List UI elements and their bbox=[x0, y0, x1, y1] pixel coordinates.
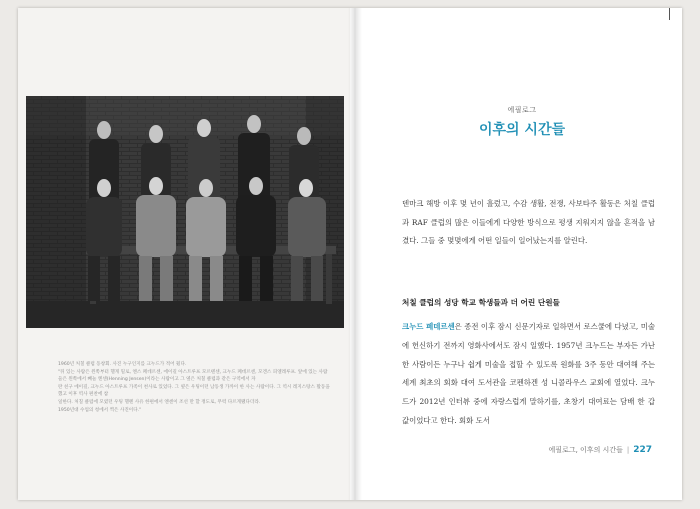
running-footer bbox=[549, 445, 652, 455]
caption-line: 1960년 처칠 클럽 동창회. 사진 누구인지를 크누드가 적어 뒀다. bbox=[58, 362, 187, 367]
section-paragraph bbox=[402, 318, 655, 431]
chapter-title: 이후의 시간들 bbox=[478, 122, 566, 138]
book-spread bbox=[18, 8, 682, 500]
section-heading: 처칠 클럽의 성당 학교 학생들과 더 어린 단원들 bbox=[402, 298, 560, 307]
caption-line: 란 친구 에이길, 크누드 아스트루프 가족이 천사로 있었다. 그 옆은 우팅이던 남동생 가까이 한 사는 사람이다. 그 역시 레지스탕스 활동을 했고 이후 역사 편찬에 참 bbox=[58, 384, 330, 398]
photo-caption bbox=[58, 361, 330, 414]
right-page bbox=[362, 8, 682, 500]
section-text: 은 종전 이후 잠시 신문기자로 일하면서 로스쿨에 다녔고, 미술에 헌신하기 전까지 영화사에서도 잠시 일했다. 1957년 크누드는 부자든 가난한 사람이든 누구나 쉽게 미술을 접할 수 있도록 원화를 3주 동안 대여해 주는 세계 최초의 회화 대여 도서관을 코펜하겐 성 니콜라우스 교회에 열었다. 크누드가 2012년 인터뷰 중에 자랑스럽게 말하기를, 초창기 대여료는 담배 한 갑 값이었다고 한다. 회화 도서 bbox=[402, 322, 655, 425]
caption-line: "뒤 있는 사람은 왼쪽부터 헬게 밀로, 옌스 페데르센, 에이길 아스트루프 모르텐센, 크누드 페데르센, 모겐스 피엘레루프. 앞에 있는 사람들은 왼쪽에서 빼늘 옌센(Henning Jensen)이라는 사람이고 그 옆은 처칠 클럽과 같은 구역에서 자 bbox=[58, 369, 328, 383]
intro-text: 덴마크 해방 이후 몇 년이 흘렀고, 수감 생활, 전쟁, 사보타주 활동은 처칠 클럽과 RAF 클럽의 많은 이들에게 다양한 방식으로 평생 지워지지 않을 흔적을 남겼다. 그들 중 몇몇에게 어떤 일들이 일어났는지를 알린다. bbox=[402, 199, 655, 245]
caption-line: 1950년대 수업의 청에서 찍은 사진이다." bbox=[58, 407, 142, 413]
chapter-kicker: 에필로그 bbox=[507, 106, 537, 114]
intro-paragraph bbox=[402, 195, 655, 251]
group-photo bbox=[26, 96, 344, 328]
book-gutter bbox=[348, 8, 362, 500]
highlighted-name: 크누드 페데르센 bbox=[402, 322, 455, 331]
group-photo-image bbox=[26, 96, 344, 328]
caption-line: 일한다. 처칠 클럽에 모였던 우팅 헬렌 사유 한편에서 옌센이 조선 만 할 정도로, 무력 다르게됐다더라. bbox=[58, 399, 261, 405]
footer-separator: | bbox=[626, 446, 630, 454]
page-number: 227 bbox=[633, 445, 652, 455]
footer-label: 에필로그, 이후의 시간들 bbox=[548, 446, 623, 454]
left-page bbox=[18, 8, 350, 500]
